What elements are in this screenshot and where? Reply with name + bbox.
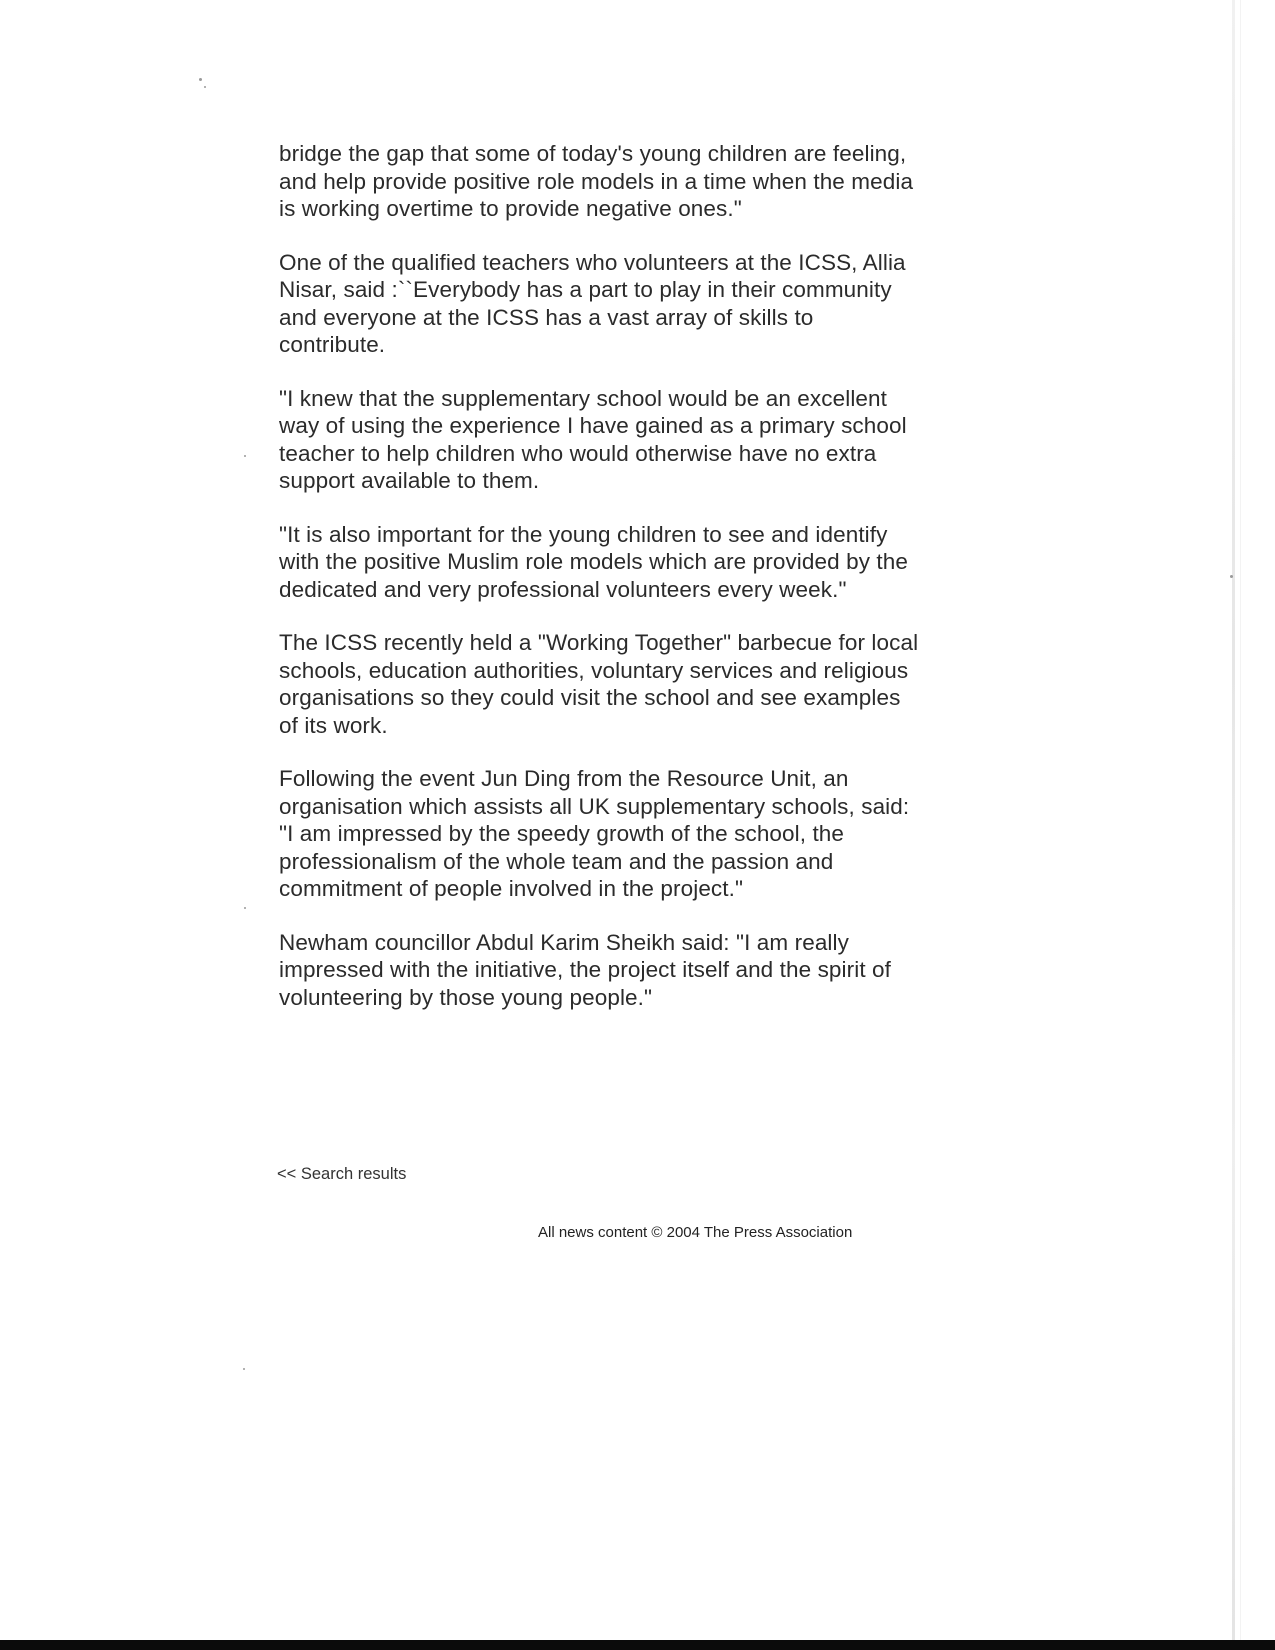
scan-speck [199,78,202,81]
scan-bottom-border [0,1640,1275,1650]
article-paragraph: The ICSS recently held a "Working Together" barbecue for local schools, education authorities, voluntary services and religious organisations so they could visit the school and see examples of its work. [279,630,919,738]
article-paragraph: bridge the gap that some of today's young children are feeling, and help provide positive role models in a time when the media is working overtime to provide negative ones." [279,141,914,221]
article-paragraph: "It is also important for the young children to see and identify with the positive Muslim role models which are provided by the dedicated and very professional volunteers every week." [279,521,908,602]
article-body [279,140,919,1037]
scan-edge-line [1240,0,1241,1640]
article-paragraph: "I knew that the supplementary school would be an excellent way of using the experience I have gained as a primary school teacher to help children who would otherwise have no extra support available to them. [279,385,907,493]
scan-speck [244,455,246,457]
scan-edge-shadow [1232,0,1235,1640]
scan-speck [243,1368,245,1370]
copyright-notice: All news content © 2004 The Press Association [538,1224,853,1241]
article-paragraph: Newham councillor Abdul Karim Sheikh said: "I am really impressed with the initiative, the project itself and the spirit of volunteering by those young people." [279,929,891,1010]
article-paragraph: Following the event Jun Ding from the Resource Unit, an organisation which assists all UK supplementary schools, said: "I am impressed by the speedy growth of the school, the professionalism of the whole team and the passion and commitment of people involved in the project." [279,766,910,901]
scan-speck [244,907,246,909]
search-results-link[interactable]: << Search results [277,1165,407,1183]
article-paragraph: One of the qualified teachers who volunteers at the ICSS, Allia Nisar, said :``Everybody has a part to play in their community and everyone at the ICSS has a vast array of skills to contribute. [279,249,906,357]
scan-speck [1230,575,1233,578]
scan-speck [204,86,206,88]
